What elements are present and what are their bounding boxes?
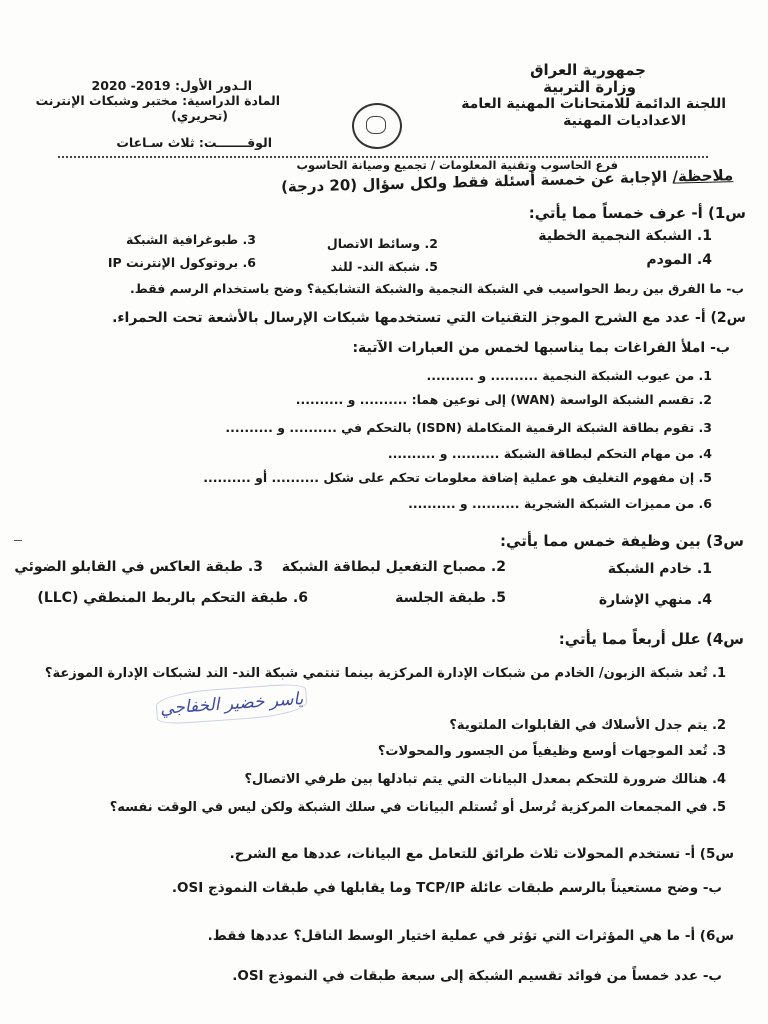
q2-part-b: ب- املأ الفراغات بما يناسبها لخمس من العبارات الآتية: <box>352 340 730 356</box>
q6-part-b: ب- عدد خمساً من فوائد تقسيم الشبكة إلى سبعة طبقات في النموذج OSI. <box>232 968 722 984</box>
q2-item-3: 3. تقوم بطاقة الشبكة الرقمية المتكاملة (ISDN) بالتحكم في .......... و .......... <box>225 420 712 435</box>
note-text: الإجابة عن خمسة أسئلة فقط ولكل سؤال (20 درجة) <box>280 167 668 196</box>
q3-item-6: 6. طبقة التحكم بالربط المنطقي (LLC) <box>37 590 308 606</box>
q2-item-6: 6. من مميزات الشبكة الشجرية .......... و .......... <box>408 496 712 511</box>
header-republic: جمهورية العراق <box>530 61 646 79</box>
q2-item-5: 5. إن مفهوم التغليف هو عملية إضافة معلومات تحكم على شكل .......... أو .......... <box>203 470 712 485</box>
exam-subject: المادة الدراسية: مختبر وشبكات الإنترنت <box>35 93 280 108</box>
q2-item-1: 1. من عيوب الشبكة النجمية .......... و .......... <box>426 368 712 383</box>
q3-item-5: 5. طبقة الجلسة <box>395 590 506 606</box>
q6-part-a: س6) أ- ما هي المؤثرات التي تؤثر في عملية اختيار الوسط الناقل؟ عددها فقط. <box>207 928 734 944</box>
header-ministry-block <box>461 62 726 130</box>
header-committee: اللجنة الدائمة للامتحانات المهنية العامة <box>461 96 726 112</box>
ministry-seal-icon <box>352 103 402 149</box>
q2-item-4: 4. من مهام التحكم لبطاقة الشبكة .......... و .......... <box>387 446 712 461</box>
q3-title: س3) بين وظيفة خمس مما يأتي: <box>500 532 744 550</box>
q3-item-1: 1. خادم الشبكة <box>607 561 712 577</box>
q4-item-3: 3. تُعد الموجهات أوسع وظيفياً من الجسور والمحولات؟ <box>377 744 726 759</box>
q4-item-2: 2. يتم جدل الأسلاك في القابلوات الملتوية؟ <box>449 718 726 733</box>
q1-item-3: 3. طبوغرافية الشبكة <box>126 232 256 247</box>
q1-item-6: 6. بروتوكول الإنترنت IP <box>107 255 256 270</box>
q1-part-b: ب- ما الفرق بين ربط الحواسيب في الشبكة النجمية والشبكة التشابكية؟ وضح باستخدام الرسم فقط. <box>129 281 744 296</box>
header-divider <box>58 156 708 158</box>
header-exam-info <box>35 78 280 150</box>
q4-item-1: 1. تُعد شبكة الزبون/ الخادم من شبكات الإدارة المركزية بينما تنتمي شبكة الند- الند لشبكات الإدارة الموزعة؟ <box>44 666 726 681</box>
exam-type: (تحريري) <box>171 108 228 123</box>
teacher-signature: ياسر خضير الخفاجي <box>159 689 304 719</box>
header-ministry: وزارة التربية <box>543 78 636 96</box>
q5-part-b: ب- وضح مستعيناً بالرسم طبقات عائلة TCP/IP وما يقابلها في طبقات النموذج OSI. <box>171 880 722 896</box>
q1-item-4: 4. المودم <box>646 252 712 268</box>
q4-item-4: 4. هنالك ضرورة للتحكم بمعدل البيانات التي يتم تبادلها بين طرفي الاتصال؟ <box>244 772 726 787</box>
q1-title: س1) أ- عرف خمساً مما يأتي: <box>528 204 746 222</box>
q2-item-2: 2. تقسم الشبكة الواسعة (WAN) إلى نوعين هما: .......... و .......... <box>295 392 712 407</box>
q3-item-4: 4. منهي الإشارة <box>598 592 712 608</box>
q1-item-5: 5. شبكة الند- للند <box>330 259 438 274</box>
q5-part-a: س5) أ- تستخدم المحولات ثلاث طرائق للتعامل مع البيانات، عددها مع الشرح. <box>229 846 734 862</box>
q3-item-3: 3. طبقة العاكس في القابلو الضوئي <box>14 559 263 575</box>
q4-title: س4) علل أربعاً مما يأتي: <box>558 630 744 648</box>
note-label: ملاحظة/ <box>672 166 734 186</box>
exam-time: الوقـــــــت: ثلاث سـاعات <box>116 135 272 150</box>
q3-item-2: 2. مصباح التفعيل لبطاقة الشبكة <box>281 559 506 575</box>
q4-item-5: 5. في المجمعات المركزية تُرسل أو تُستلم البيانات في سلك الشبكة ولكن ليس في الوقت نفسه؟ <box>109 800 726 815</box>
margin-mark <box>14 540 22 541</box>
header-vocational: الاعداديات المهنية <box>563 113 686 129</box>
exam-branch: فرع الحاسوب وتقنية المعلومات / تجميع وصيانة الحاسوب <box>296 158 618 172</box>
q1-item-2: 2. وسائط الاتصال <box>326 236 438 251</box>
exam-round: الـدور الأول: 2019- 2020 <box>91 78 252 93</box>
q2-title: س2) أ- عدد مع الشرح الموجز التقنيات التي تستخدمها شبكات الإرسال بالأشعة تحت الحمراء. <box>112 310 746 326</box>
q1-item-1: 1. الشبكة النجمية الخطية <box>538 228 712 244</box>
